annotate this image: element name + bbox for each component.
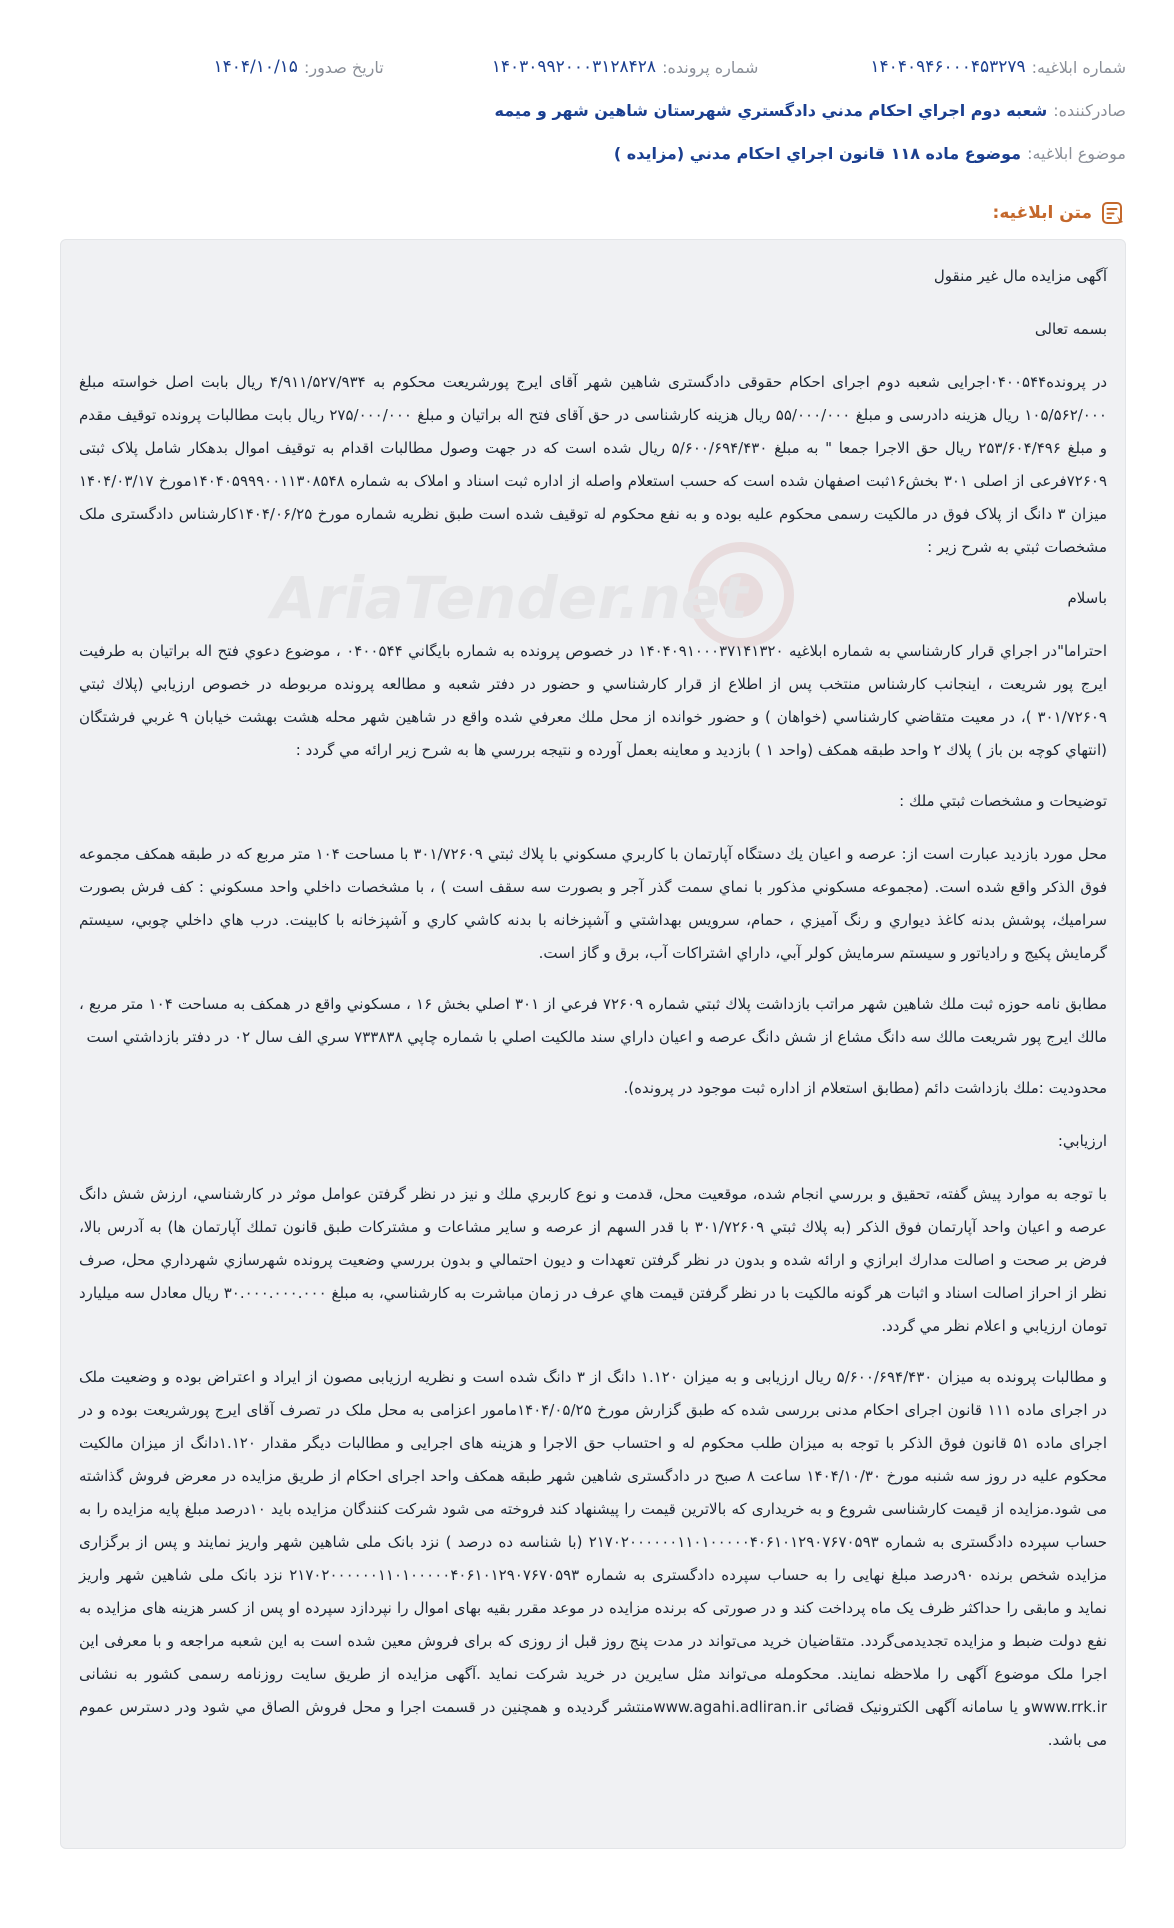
case-number-label: شماره پرونده: [662,57,759,77]
document-text-icon [1100,200,1126,226]
body-heading-registry: توضيحات و مشخصات ثبتي ملك : [899,792,1107,810]
section-title: متن ابلاغيه: [992,203,1092,223]
body-paragraph-expert: احتراما"در اجراي قرار كارشناسي به شماره ابلاغيه ۱۴۰۴۰۹۱۰۰۰۳۷۱۴۱۳۲۰ در خصوص پرونده به شماره بايگاني ۰۴۰۰۵۴۴ ، موضوع دعوي فتح اله براتيان به طرفيت ايرج پور شريعت ، اينجانب كارشناس منتخب پس از اطلاع از قرار كارشناسي و حضور در دفتر شعبه و مطالعه پرونده مربوطه در خصوص ارزيابي (پلاك ثبتي ۳۰۱/۷۲۶۰۹ )، در معيت متقاضي كارشناسي (خواهان ) و حضور خوانده از محل ملك معرفي شده واقع در شاهين شهر محله هشت بهشت خيابان ۹ غربي فرشتگان (انتهاي كوچه بن باز ) پلاك ۲ واحد طبقه همكف (واحد ۱ ) بازديد و معاينه بعمل آورده و نتيجه بررسي ها به شرح زير ارائه مي گردد : [79,642,1107,759]
body-greeting: باسلام [1067,589,1107,607]
meta-row-numbers [60,52,1126,82]
issue-date-label: تاريخ صدور: [303,57,384,77]
watermark-text: AriaTender.net [271,564,748,632]
subject [614,144,1126,163]
body-paragraph-auction: و مطالبات پرونده به میزان ۵/۶۰۰/۶۹۴/۴۳۰ ریال ارزیابی و به میزان ۱.۱۲۰ دانگ از ۳ دانگ شده است و نظریه ارزیابی مصون از ایراد و اعتراض بوده و وضعیت ملک در اجرای ماده ۱۱۱ قانون اجرای احکام مدنی بررسی شده که طبق گزارش مورخ ۱۴۰۴/۰۵/۲۵مامور اعزامی به محل ملک در تصرف آقای ایرج پورشریعت بوده و در اجرای ماده ۵۱ قانون فوق الذکر با توجه به میزان طلب محکوم له و احتساب حق الاجرا و هزینه های اجرایی و مطالبات دیگر مقدار ۱.۱۲۰دانگ از میزان مالکیت محکوم علیه در روز سه شنبه مورخ ۱۴۰۴/۱۰/۳۰ ساعت ۸ صبح در دادگستری شاهین شهر طبقه همکف واحد اجرای احکام از طریق مزایده در معرض فروش گذاشته می شود.مزایده از قیمت کارشناسی شروع و به خریداری که بالاترین قیمت را پیشنهاد کند فروخته می شود شرکت کنندگان مزایده باید ۱۰درصد مبلغ پایه مزایده را به حساب سپرده دادگستری به شماره ۲۱۷۰۲۰۰۰۰۰۰۱۱۰۱۰۰۰۰۰۴۰۶۱۰۱۲۹۰۷۶۷۰۵۹۳ (با شناسه ده درصد ) نزد بانک ملی شاهین شهر واریز نمایند و پس از برگزاری مزایده شخص برنده ۹۰درصد مبلغ نهایی را به حساب سپرده دادگستری به شماره ۲۱۷۰۲۰۰۰۰۰۰۱۱۰۱۰۰۰۰۰۴۰۶۱۰۱۲۹۰۷۶۷۰۵۹۳ نزد بانک ملی شاهین شهر واریز نماید و مابقی را حداکثر ظرف یک ماه پرداخت کند و در صورتی که برنده مزایده در موعد مقرر بقیه بهای اموال را نپردازد سپرده او پس از کسر هزینه های مزایده به نفع دولت ضبط و مزایده تجدیدمی‌گردد. متقاضیان خرید می‌تواند در مدت پنج روز قبل از روزی که برای فروش معین شده است به این شعبه مراجعه و با معرفی این اجرا ملک موضوع آگهی را ملاحظه نمایند. محکومله می‌تواند مثل سایرین در خرید شرکت نماید .آگهی مزایده از طریق سایت روزنامه رسمی کشور به نشانی www.rrk.irو یا سامانه آگهی الکترونیک قضائی www.agahi.adliran.irمنتشر گردیده و همچنین در قسمت اجرا و محل فروش الصاق مي شود ودر دسترس عموم می باشد. [79,1368,1108,1749]
issue-date-value: ۱۴۰۴/۱۰/۱۵ [213,57,298,77]
meta-row-subject [60,138,1126,168]
issue-number [870,57,1126,77]
body-paragraph-case: در پرونده۰۴۰۰۵۴۴اجرایی شعبه دوم اجرای احکام حقوقی دادگستری شاهین شهر آقای ایرج پورشریعت محکوم به ۴/۹۱۱/۵۲۷/۹۳۴ ریال بابت اصل خواسته مبلغ ۱۰۵/۵۶۲/۰۰۰ ریال هزینه دادرسی و مبلغ ۵۵/۰۰۰/۰۰۰ ریال هزینه کارشناسی در حق آقای فتح اله براتیان و مبلغ ۲۷۵/۰۰۰/۰۰۰ ریال بابت مطالبات پرونده توقیف مقدم و مبلغ ۲۵۳/۶۰۴/۴۹۶ ریال حق الاجرا جمعا " به مبلغ ۵/۶۰۰/۶۹۴/۴۳۰ ریال شده است که در جهت وصول مطالبات اقدام به توقیف اموال بدهکار شامل پلاک ثبتی ۷۲۶۰۹فرعی از اصلی ۳۰۱ بخش۱۶ثبت اصفهان شده است که حسب استعلام واصله از اداره ثبت اسناد و املاک به شماره ۱۴۰۴۰۵۹۹۹۰۰۱۱۳۰۸۵۴۸مورخ ۱۴۰۴/۰۳/۱۷ میزان ۳ دانگ از پلاک فوق در مالکیت رسمی محکوم علیه بوده و به نفع محکوم له توقیف شده است طبق نظریه شماره مورخ ۱۴۰۴/۰۶/۲۵کارشناس دادگستری ملک مشخصات ثبتي به شرح زير : [79,373,1108,556]
notice-body-text [79,260,1107,1775]
body-paragraph-property: محل مورد بازديد عبارت است از: عرصه و اعيان يك دستگاه آپارتمان با كاربري مسكوني با پلاك ثبتي ۳۰۱/۷۲۶۰۹ با مساحت ۱۰۴ متر مربع كه در طبقه همكف مجموعه فوق الذكر واقع شده است. (مجموعه مسكوني مذكور با نماي سمت گذر آجر و بصورت سه سقف است ) ، با مشخصات داخلي واحد مسكوني : كف فرش بصورت سراميك، پوشش بدنه كاغذ ديواري و رنگ آميزي ، حمام، سرويس بهداشتي و آشپزخانه با بدنه كاشي كاري و آشپزخانه با كابينت. درب هاي داخلي چوبي، سيستم گرمايش پكيج و رادياتور و سيستم سرمايش كولر آبي، داراي اشتراكات آب، برق و گاز است. [79,845,1107,962]
issue-number-value: ۱۴۰۴۰۹۴۶۰۰۰۴۵۳۲۷۹ [870,57,1026,77]
issue-number-label: شماره ابلاغيه: [1031,57,1126,77]
case-number-value: ۱۴۰۳۰۹۹۲۰۰۰۳۱۲۸۴۲۸ [491,57,657,77]
issue-date [213,57,383,77]
meta-row-issuer [60,95,1126,125]
body-restriction: محدوديت :ملك بازداشت دائم (مطابق استعلام از اداره ثبت موجود در پرونده). [623,1079,1107,1097]
case-number [492,57,759,77]
issuer-label: صادرکننده: [1053,100,1126,120]
notice-page [60,0,1126,1928]
notice-body-panel [60,239,1126,1849]
body-heading-valuation: ارزيابي: [1057,1132,1107,1150]
section-header [993,196,1126,230]
issuer [494,101,1126,120]
body-title: آگهی مزایده مال غیر منقول [933,267,1107,285]
body-paragraph-valuation: با توجه به موارد پيش گفته، تحقيق و بررسي انجام شده، موقعيت محل، قدمت و نوع كاربري ملك و نيز در نظر گرفتن عوامل موثر در كارشناسي، ارزش شش دانگ عرصه و اعيان واحد آپارتمان فوق الذكر (به پلاك ثبتي ۳۰۱/۷۲۶۰۹ با قدر السهم از عرصه و ساير مشاعات و مشتركات طبق قانون تملك آپارتمان ها) به آدرس بالا، فرض بر صحت و اصالت مدارك ابرازي و ارائه شده و بدون در نظر گرفتن تعهدات و ديون احتمالي و بدون بررسي وضعيت پرونده شهرسازي شهرداري محل، صرف نظر از احراز اصالت اسناد و اثبات هر گونه مالكيت با در نظر گرفتن قيمت هاي عرف در زمان مباشرت به كارشناسي، به مبلغ ۳۰.۰۰۰.۰۰۰.۰۰۰ ريال معادل سه ميليارد تومان ارزيابي و اعلام نظر مي گردد. [79,1185,1107,1335]
subject-label: موضوع ابلاغيه: [1027,143,1126,163]
subject-value: موضوع ماده ۱۱۸ قانون اجراي احكام مدني (مزايده ) [613,143,1022,163]
body-invocation: بسمه تعالی [1034,320,1107,338]
issuer-value: شعبه دوم اجراي احكام مدني دادگستري شهرستان شاهين شهر و ميمه [494,100,1048,120]
body-paragraph-registry: مطابق نامه حوزه ثبت ملك شاهين شهر مراتب بازداشت پلاك ثبتي شماره ۷۲۶۰۹ فرعي از ۳۰۱ اصلي بخش ۱۶ ، مسكوني واقع در همكف به مساحت ۱۰۴ متر مربع ، مالك ايرج پور شريعت مالك سه دانگ مشاع از شش دانگ عرصه و اعيان داراي سند مالكيت اصلي با شماره چاپي ۷۳۳۸۳۸ سري الف سال ۰۲ در دفتر بازداشتي است [79,995,1108,1046]
